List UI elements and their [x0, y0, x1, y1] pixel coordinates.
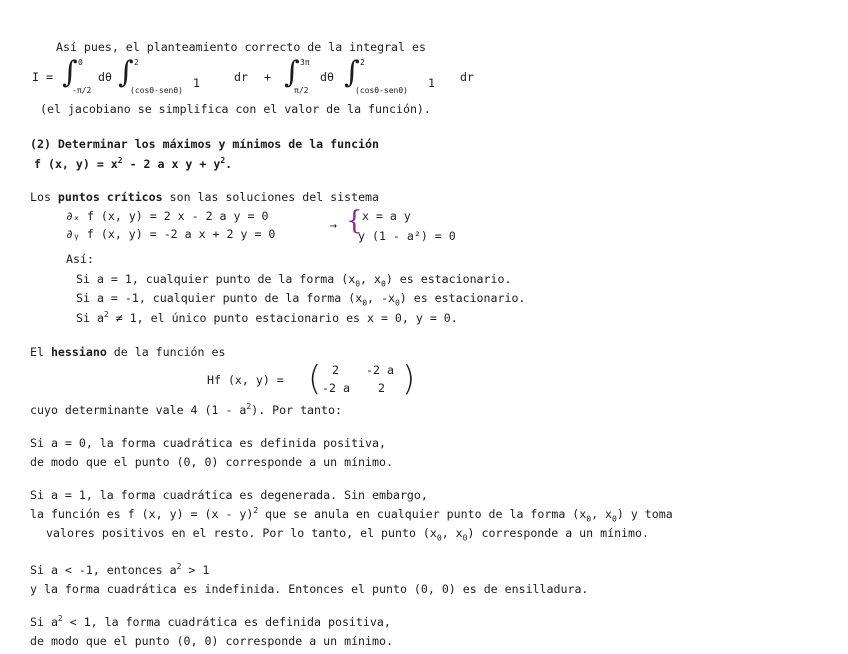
c2l3-sub-1: 0: [436, 533, 442, 543]
implies-arrow: →: [330, 218, 337, 232]
c2l2-sub-2: 0: [612, 514, 617, 524]
matrix-m22: 2: [378, 381, 385, 395]
c2l2-mid-2: , x: [591, 507, 613, 521]
determinant-line: [30, 403, 342, 417]
hessian-intro: [30, 345, 225, 359]
c4l1-post: < 1, la forma cuadrática es definida positiva,: [62, 615, 391, 629]
integral-4-lower: (cosθ-senθ): [355, 86, 408, 95]
function-end: .: [225, 157, 233, 171]
case-1-sub-2: 0: [380, 279, 386, 289]
critical-pre: Los: [30, 190, 58, 204]
c2l2-pre: la función es f (x, y) = (x - y): [30, 507, 254, 521]
integral-2-upper: 2: [134, 58, 139, 67]
integral-2-dtheta: dθ: [320, 70, 334, 84]
c4l1-pre: Si a: [30, 615, 58, 629]
critical-bold: puntos críticos: [57, 190, 163, 204]
case-2-sub-2: 0: [394, 298, 400, 308]
integral-sign-2: ∫: [118, 55, 134, 90]
det-pre: cuyo determinante vale 4 (1 - a: [30, 403, 247, 417]
c2l2-exp: 2: [253, 506, 259, 516]
case-2: [76, 291, 526, 308]
c2l3-post: ) corresponde a un mínimo.: [467, 526, 649, 540]
system-line-2: y (1 - a²) = 0: [358, 229, 456, 243]
c2l3-pre: valores positivos en el resto. Por lo tanto, el punto (x: [46, 526, 437, 540]
case-3-exp: 2: [103, 310, 109, 320]
c2l3-sub-2: 0: [462, 533, 468, 543]
matrix-left-paren: (: [308, 359, 322, 399]
conclusion-1-line-2: de modo que el punto (0, 0) corresponde a un mínimo.: [30, 455, 393, 469]
matrix-m21: -2 a: [322, 381, 350, 395]
case-3-post: ≠ 1, el único punto estacionario es x = 0, y = 0.: [108, 311, 458, 325]
function-part-mid: - 2 a x y + y: [122, 157, 221, 171]
c3l1-pre: Si a < -1, entonces a: [30, 563, 177, 577]
conclusion-3-line-2: y la forma cuadrática es indefinida. Entonces el punto (0, 0) es de ensilladura.: [30, 582, 589, 596]
integral-1-dtheta: dθ: [98, 70, 112, 84]
conclusion-2-line-2: [30, 506, 673, 524]
conclusion-4-line-2: de modo que el punto (0, 0) corresponde a un mínimo.: [30, 634, 393, 648]
integral-1-integrand: 1: [193, 76, 200, 90]
case-2-post: ) es estacionario.: [399, 291, 526, 305]
critical-intro: [30, 190, 379, 204]
case-1: [76, 272, 512, 289]
case-3-pre: Si a: [76, 311, 104, 325]
c2l3-mid: , x: [441, 526, 463, 540]
case-3: [76, 311, 458, 325]
problem-function: [34, 157, 232, 171]
hessian-post: de la función es: [106, 345, 226, 359]
intro-text: Así pues, el planteamiento correcto de la integral es: [56, 40, 426, 54]
c3l1-exp: 2: [176, 562, 182, 572]
case-1-pre: Si a = 1, cualquier punto de la forma (x: [76, 272, 356, 286]
jacobian-note: (el jacobiano se simplifica con el valor de la función).: [40, 102, 431, 116]
integral-lhs: I =: [32, 70, 53, 84]
hessian-bold: hessiano: [50, 345, 107, 359]
hessian-label: Hf (x, y) =: [207, 373, 284, 387]
hessian-pre: El: [30, 345, 51, 359]
integral-sign-3: ∫: [284, 55, 300, 90]
function-part: f (x, y) = x: [34, 157, 118, 171]
conclusion-2-line-3: [46, 526, 649, 543]
case-2-mid: , -x: [367, 291, 395, 305]
integral-sign-4: ∫: [344, 55, 360, 90]
integral-2-integrand: 1: [428, 76, 435, 90]
c2l2-mid: que se anula en cualquier punto de la forma (x: [258, 507, 587, 521]
matrix-m12: -2 a: [366, 363, 394, 377]
integral-2-dr: dr: [460, 70, 474, 84]
asi-label: Así:: [66, 252, 94, 266]
c3l1-post: > 1: [181, 563, 210, 577]
c2l2-post: ) y toma: [616, 507, 673, 521]
det-post: ). Por tanto:: [251, 403, 342, 417]
conclusion-3-line-1: [30, 563, 209, 577]
case-2-sub-1: 0: [362, 298, 368, 308]
equation-1: ∂ₓ f (x, y) = 2 x - 2 a y = 0: [66, 209, 269, 223]
integral-4-upper: 2: [360, 58, 365, 67]
system-line-1: x = a y: [362, 209, 411, 223]
integral-sign-1: ∫: [62, 55, 78, 90]
integral-2-lower: (cosθ-senθ): [130, 86, 183, 95]
integral-1-upper: 0: [78, 58, 83, 67]
case-2-pre: Si a = -1, cualquier punto de la forma (x: [76, 291, 363, 305]
c4l1-exp: 2: [57, 614, 63, 624]
integral-3-upper: 3π: [300, 58, 310, 67]
critical-post: son las soluciones del sistema: [162, 190, 380, 204]
equation-2: ∂ᵧ f (x, y) = -2 a x + 2 y = 0: [66, 227, 276, 241]
conclusion-4-line-1: [30, 615, 391, 629]
case-1-sub-1: 0: [355, 279, 361, 289]
conclusion-2-line-1: Si a = 1, la forma cuadrática es degenerada. Sin embargo,: [30, 488, 428, 502]
matrix-right-paren: ): [402, 359, 416, 399]
integral-1-dr: dr: [234, 70, 248, 84]
integral-1-lower: -π/2: [72, 86, 92, 95]
case-1-post: ) es estacionario.: [385, 272, 512, 286]
integral-3-lower: π/2: [294, 86, 309, 95]
problem-title: (2) Determinar los máximos y mínimos de la función: [30, 137, 380, 151]
det-exp: 2: [246, 402, 252, 412]
system-brace: {: [346, 206, 363, 236]
matrix-m11: 2: [332, 363, 339, 377]
c2l2-sub-1: 0: [586, 514, 592, 524]
function-exp-1: 2: [117, 156, 123, 166]
function-exp-2: 2: [220, 156, 226, 166]
conclusion-1-line-1: Si a = 0, la forma cuadrática es definida positiva,: [30, 436, 386, 450]
case-1-mid: , x: [360, 272, 381, 286]
integral-plus: +: [264, 70, 271, 84]
